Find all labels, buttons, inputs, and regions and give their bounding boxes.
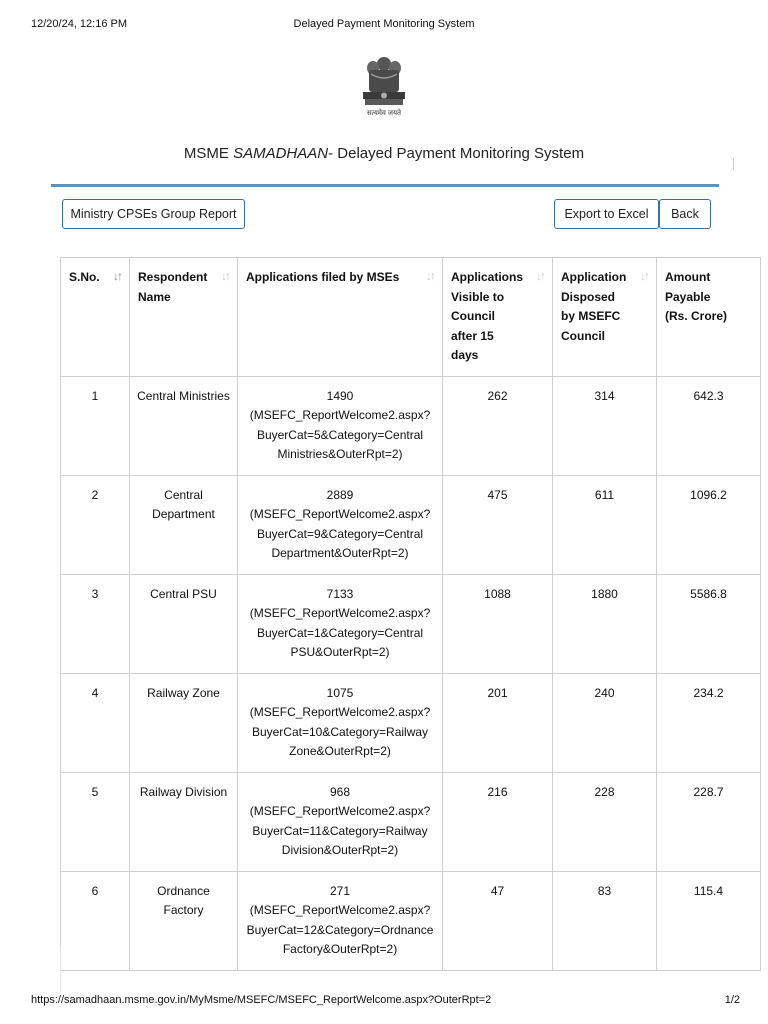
table-row (61, 673, 761, 772)
edge-divider (733, 158, 734, 170)
cell-applications-filed-link[interactable]: 1075 (MSEFC_ReportWelcome2.aspx?BuyerCat=10&Category=Railway Zone&OuterRpt=2) (238, 673, 443, 772)
cell-respondent-name: Ordnance Factory (130, 871, 238, 970)
table-row (61, 871, 761, 970)
cell-respondent-name: Central Ministries (130, 376, 238, 475)
sort-icon[interactable]: ↓↑ (536, 269, 544, 283)
sort-icon[interactable]: ↓↑ (640, 269, 648, 283)
cell-amount-payable: 1096.2 (657, 475, 761, 574)
column-header-applications-visible[interactable]: Applications Visible to Council after 15 days ↓↑ (443, 258, 553, 377)
cell-amount-payable: 115.4 (657, 871, 761, 970)
cell-applications-filed-link[interactable]: 271 (MSEFC_ReportWelcome2.aspx?BuyerCat=12&Category=Ordnance Factory&OuterRpt=2) (238, 871, 443, 970)
title-divider (51, 184, 719, 187)
cell-sno: 1 (61, 376, 130, 475)
print-url: https://samadhaan.msme.gov.in/MyMsme/MSEFC/MSEFC_ReportWelcome.aspx?OuterRpt=2 (31, 994, 492, 1006)
table-row (61, 376, 761, 475)
column-header-applications-disposed[interactable]: Application Disposed by MSEFC Council ↓↑ (553, 258, 657, 377)
cell-applications-disposed: 611 (553, 475, 657, 574)
back-button[interactable]: Back (659, 199, 711, 229)
cell-sno: 6 (61, 871, 130, 970)
cell-applications-filed-link[interactable]: 7133 (MSEFC_ReportWelcome2.aspx?BuyerCat=1&Category=Central PSU&OuterRpt=2) (238, 574, 443, 673)
cell-amount-payable: 642.3 (657, 376, 761, 475)
sort-ascending-icon[interactable]: ↓↑ (113, 269, 121, 283)
column-header-applications-filed[interactable]: Applications filed by MSEs ↓↑ (238, 258, 443, 377)
cell-applications-disposed: 314 (553, 376, 657, 475)
cell-applications-visible: 201 (443, 673, 553, 772)
cell-sno: 4 (61, 673, 130, 772)
cell-applications-filed-link[interactable]: 1490 (MSEFC_ReportWelcome2.aspx?BuyerCat=5&Category=Central Ministries&OuterRpt=2) (238, 376, 443, 475)
cell-applications-disposed: 228 (553, 772, 657, 871)
cell-sno: 5 (61, 772, 130, 871)
table-row (61, 475, 761, 574)
cell-respondent-name: Central Department (130, 475, 238, 574)
export-to-excel-button[interactable]: Export to Excel (554, 199, 659, 229)
cell-respondent-name: Railway Division (130, 772, 238, 871)
emblem-caption: सत्यमेव जयते (366, 110, 402, 117)
sort-icon[interactable]: ↓↑ (221, 269, 229, 283)
column-header-sno[interactable]: S.No. ↓↑ (61, 258, 130, 377)
cell-applications-disposed: 240 (553, 673, 657, 772)
report-table-container (60, 257, 728, 956)
ministry-cpses-group-report-button[interactable]: Ministry CPSEs Group Report (62, 199, 245, 229)
cell-amount-payable: 234.2 (657, 673, 761, 772)
print-datetime: 12/20/24, 12:16 PM (31, 18, 128, 30)
table-header-row (61, 258, 761, 377)
cell-respondent-name: Central PSU (130, 574, 238, 673)
print-page-number: 1/2 (724, 994, 740, 1006)
table-edge (60, 945, 61, 993)
column-header-respondent-name[interactable]: Respondent Name ↓↑ (130, 258, 238, 377)
sort-icon[interactable]: ↓↑ (426, 269, 434, 283)
cell-applications-visible: 1088 (443, 574, 553, 673)
cell-applications-visible: 216 (443, 772, 553, 871)
report-table (60, 257, 761, 971)
cell-respondent-name: Railway Zone (130, 673, 238, 772)
cell-sno: 2 (61, 475, 130, 574)
cell-applications-visible: 262 (443, 376, 553, 475)
cell-applications-visible: 47 (443, 871, 553, 970)
cell-applications-visible: 475 (443, 475, 553, 574)
cell-sno: 3 (61, 574, 130, 673)
cell-applications-filed-link[interactable]: 2889 (MSEFC_ReportWelcome2.aspx?BuyerCat=9&Category=Central Department&OuterRpt=2) (238, 475, 443, 574)
cell-applications-disposed: 83 (553, 871, 657, 970)
column-header-amount-payable[interactable]: Amount Payable (Rs. Crore) (657, 258, 761, 377)
cell-amount-payable: 5586.8 (657, 574, 761, 673)
cell-applications-filed-link[interactable]: 968 (MSEFC_ReportWelcome2.aspx?BuyerCat=11&Category=Railway Division&OuterRpt=2) (238, 772, 443, 871)
page-title: MSME SAMADHAAN- Delayed Payment Monitoring System (183, 145, 585, 162)
cell-applications-disposed: 1880 (553, 574, 657, 673)
cell-amount-payable: 228.7 (657, 772, 761, 871)
table-row (61, 574, 761, 673)
table-row (61, 772, 761, 871)
print-title: Delayed Payment Monitoring System (293, 18, 475, 30)
